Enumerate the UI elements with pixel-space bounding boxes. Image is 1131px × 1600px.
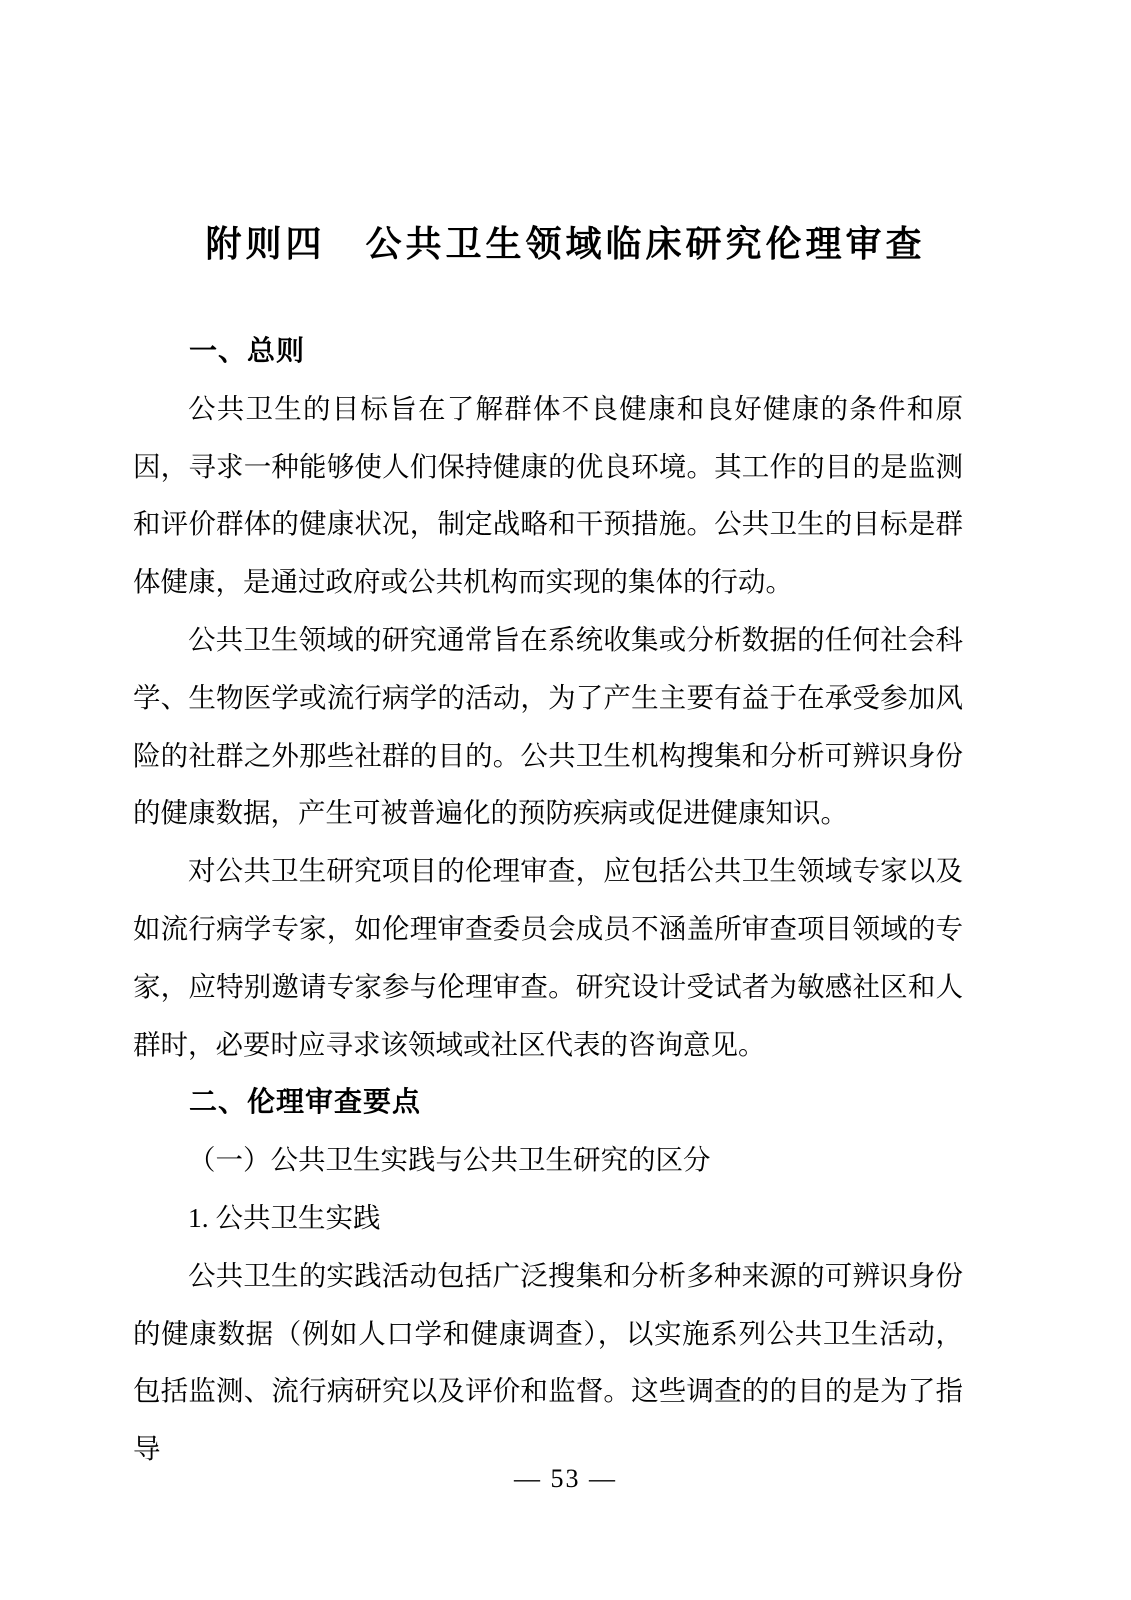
- paragraph-practice-activities: 公共卫生的实践活动包括广泛搜集和分析多种来源的可辨识身份的健康数据（例如人口学和健康调查），以实施系列公共卫生活动，包括监测、流行病研究以及评价和监督。这些调查的的目的是为了指导: [133, 1259, 963, 1465]
- section-heading-general-rules: 一、总则: [189, 335, 306, 366]
- document-body: [133, 322, 963, 1478]
- list-heading-public-health-practice: 1. 公共卫生实践: [188, 1201, 381, 1233]
- paragraph-ethics-review-experts: 对公共卫生研究项目的伦理审查，应包括公共卫生领域专家以及如流行病学专家，如伦理审查委员会成员不涵盖所审查项目领域的专家，应特别邀请专家参与伦理审查。研究设计受试者为敏感社区和人群时，必要时应寻求该领域或社区代表的咨询意见。: [133, 855, 963, 1060]
- paragraph-public-health-goal: 公共卫生的目标旨在了解群体不良健康和良好健康的条件和原因，寻求一种能够使人们保持健康的优良环境。其工作的目的是监测和评价群体的健康状况，制定战略和干预措施。公共卫生的目标是群体健康，是通过政府或公共机构而实现的集体的行动。: [133, 392, 963, 598]
- page-number: — 53 —: [514, 1464, 617, 1493]
- page-footer: [0, 1462, 1131, 1496]
- paragraph-public-health-research: 公共卫生领域的研究通常旨在系统收集或分析数据的任何社会科学、生物医学或流行病学的活动，为了产生主要有益于在承受参加风险的社群之外那些社群的目的。公共卫生机构搜集和分析可辨识身份的健康数据，产生可被普遍化的预防疾病或促进健康知识。: [133, 623, 963, 829]
- section-heading-review-points: 二、伦理审查要点: [189, 1086, 422, 1118]
- subsection-heading-practice-vs-research: （一）公共卫生实践与公共卫生研究的区分: [188, 1144, 711, 1176]
- page-title: 附则四 公共卫生领域临床研究伦理审查: [205, 223, 926, 264]
